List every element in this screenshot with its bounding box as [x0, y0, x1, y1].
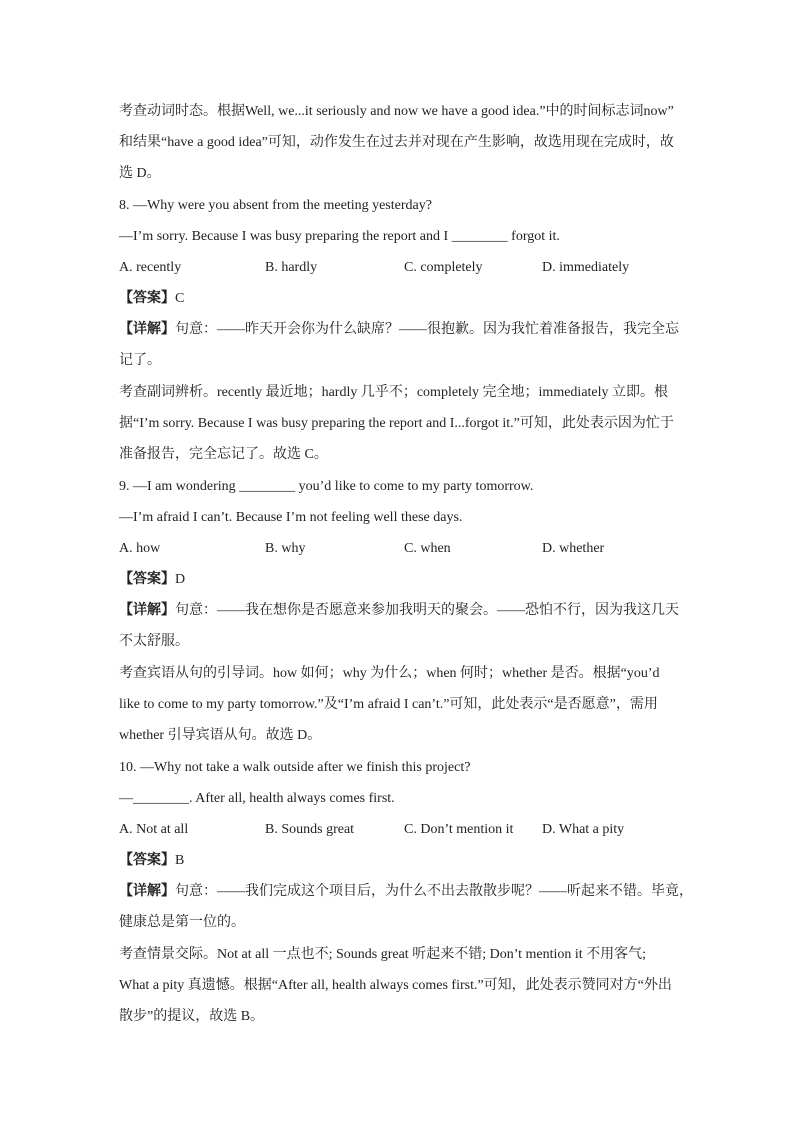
q9-detail-label: 【详解】 [119, 603, 175, 618]
q9-detail-line-2: 不太舒服。 [119, 634, 189, 649]
intro-analysis-line-3: 选 D。 [119, 166, 161, 181]
q8-answer-value: C [175, 291, 185, 306]
q8-analysis-line-2: 据“I’m sorry. Because I was busy preparing the report and I...forgot it.”可知，此处表示因为忙于 [119, 416, 674, 431]
q9-option-c: C. when [404, 541, 451, 556]
intro-analysis-line-2: 和结果“have a good idea”可知，动作发生在过去并对现在产生影响，故选用现在完成时，故 [119, 135, 674, 150]
q10-answer [119, 851, 679, 871]
q10-detail-label: 【详解】 [119, 884, 175, 899]
q10-analysis-line-3: 散步”的提议，故选 B。 [119, 1009, 265, 1024]
q10-option-b: B. Sounds great [265, 822, 355, 837]
q10-option-d: D. What a pity [542, 822, 625, 837]
q8-analysis-line-3: 准备报告，完全忘记了。故选 C。 [119, 447, 328, 462]
q10-answer-label: 【答案】 [119, 853, 175, 868]
q9-analysis-line-1: 考查宾语从句的引导词。how 如何；why 为什么；when 何时；whether 是否。根据“you’d [119, 666, 660, 681]
q8-detail-line-1 [119, 320, 679, 340]
intro-analysis-line-1: 考查动词时态。根据Well, we...it seriously and now we have a good idea.”中的时间标志词now” [119, 104, 674, 119]
q10-detail-line-2: 健康总是第一位的。 [119, 915, 245, 930]
q10-stem: 10. —Why not take a walk outside after we finish this project? [119, 760, 471, 775]
q10-analysis-line-2: What a pity 真遗憾。根据“After all, health always comes first.”可知，此处表示赞同对方“外出 [119, 978, 672, 993]
q9-reply: —I’m afraid I can’t. Because I’m not feeling well these days. [119, 510, 463, 525]
q9-answer-label: 【答案】 [119, 572, 175, 587]
q9-option-a: A. how [119, 541, 161, 556]
q8-option-b: B. hardly [265, 260, 318, 275]
q9-answer [119, 570, 679, 590]
q8-option-a: A. recently [119, 260, 182, 275]
q10-reply: —________. After all, health always comes first. [119, 791, 395, 806]
q10-option-c: C. Don’t mention it [404, 822, 514, 837]
q8-option-d: D. immediately [542, 260, 630, 275]
q8-analysis-line-1: 考查副词辨析。recently 最近地；hardly 几乎不；completely 完全地；immediately 立即。根 [119, 385, 669, 400]
q9-answer-value: D [175, 572, 186, 587]
q9-option-d: D. whether [542, 541, 605, 556]
q10-analysis-line-1: 考查情景交际。Not at all 一点也不; Sounds great 听起来不错; Don’t mention it 不用客气; [119, 947, 647, 962]
q9-detail-line-1 [119, 601, 679, 621]
q8-detail-line-2: 记了。 [119, 353, 161, 368]
q9-detail-text: 句意：——我在想你是否愿意来参加我明天的聚会。——恐怕不行，因为我这几天 [175, 603, 679, 618]
q9-analysis-line-2: like to come to my party tomorrow.”及“I’m afraid I can’t.”可知，此处表示“是否愿意”，需用 [119, 697, 658, 712]
q8-answer [119, 289, 679, 309]
q9-stem: 9. —I am wondering ________ you’d like to come to my party tomorrow. [119, 479, 534, 494]
q10-detail-line-1 [119, 882, 693, 902]
q8-detail-label: 【详解】 [119, 322, 175, 337]
q8-answer-label: 【答案】 [119, 291, 175, 306]
q9-analysis-line-3: whether 引导宾语从句。故选 D。 [119, 728, 322, 743]
q8-detail-text: 句意：——昨天开会你为什么缺席？——很抱歉。因为我忙着准备报告，我完全忘 [175, 322, 679, 337]
q8-stem: 8. —Why were you absent from the meeting yesterday? [119, 198, 432, 213]
q10-detail-text: 句意：——我们完成这个项目后，为什么不出去散散步呢？——听起来不错。毕竟， [175, 884, 693, 899]
q10-answer-value: B [175, 853, 185, 868]
q8-option-c: C. completely [404, 260, 483, 275]
q10-option-a: A. Not at all [119, 822, 189, 837]
q9-option-b: B. why [265, 541, 306, 556]
q8-reply: —I’m sorry. Because I was busy preparing the report and I ________ forgot it. [119, 229, 560, 244]
